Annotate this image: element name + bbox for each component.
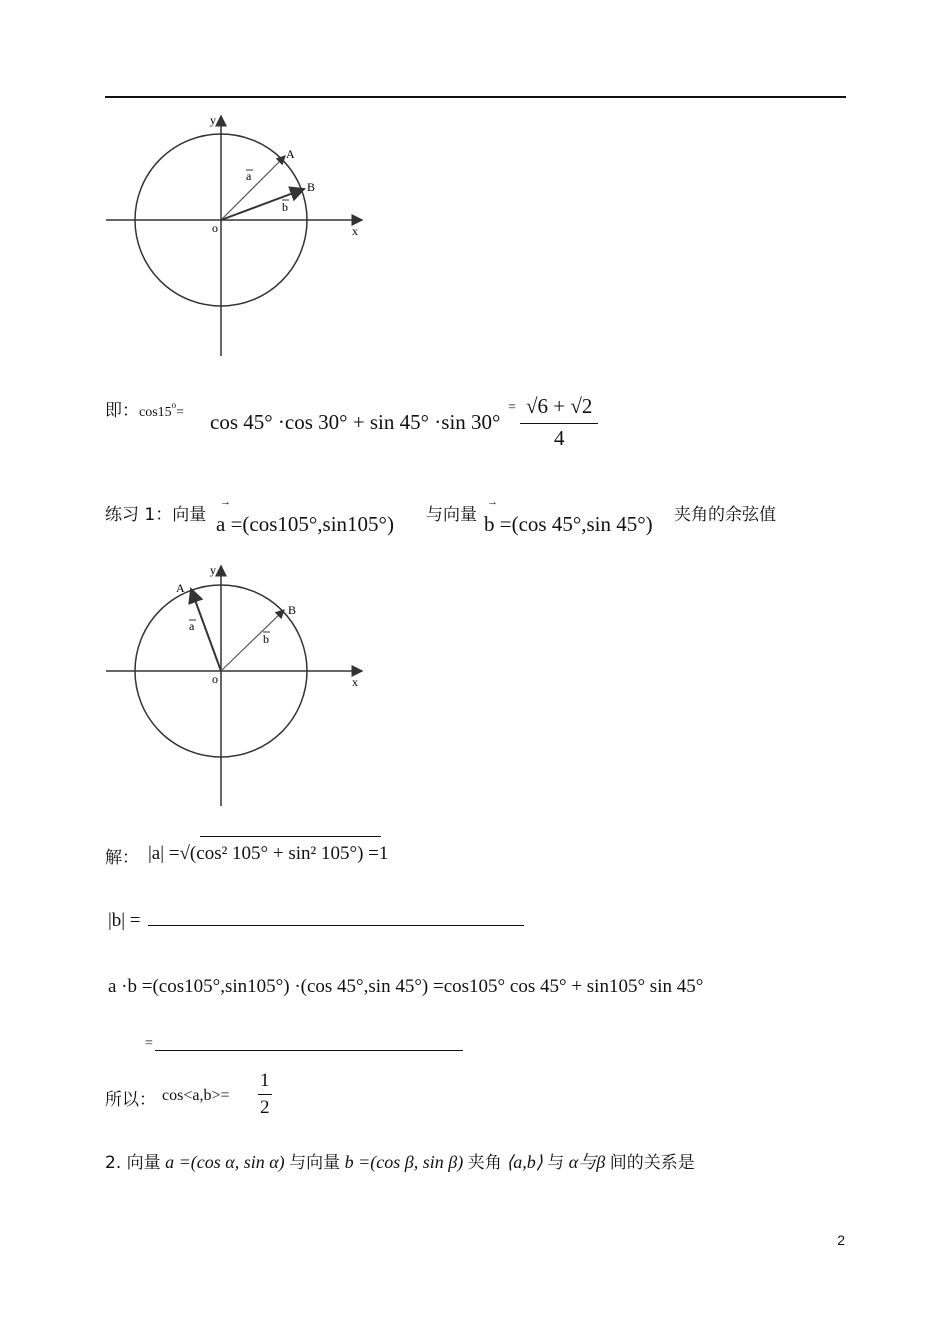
therefore-label: 所以：: [105, 1090, 156, 1110]
cos15: cos15: [139, 405, 172, 420]
vector-a-label: a: [246, 169, 252, 183]
q2-suffix: 间的关系是: [609, 1153, 695, 1173]
arrow-b: →: [487, 496, 498, 508]
result-numerator: 1: [258, 1070, 272, 1095]
vector-b-label: b: [282, 200, 288, 214]
exercise-1-suffix: 夹角的余弦值: [674, 505, 776, 525]
result-fraction: [258, 1070, 272, 1119]
arrow-a: →: [220, 496, 231, 508]
vector-b-label: b: [263, 632, 269, 646]
exercise-1-vector-b: b =(cos 45°,sin 45°): [484, 512, 653, 536]
dot-product: a ·b =(cos105°,sin105°) ·(cos 45°,sin 45°) =cos105° cos 45° + sin105° sin 45°: [108, 976, 704, 997]
identity-fraction: [520, 394, 598, 451]
modulus-a: |a| =√(cos² 105° + sin² 105°) =1: [148, 843, 389, 864]
q2-alpha-beta: α与β: [568, 1152, 606, 1172]
vector-a: [221, 156, 285, 220]
page-number: 2: [837, 1232, 845, 1248]
dot-result-equals: =: [145, 1036, 153, 1051]
exercise-1-vector-a: a =(cos105°,sin105°): [216, 512, 394, 536]
exercise-1-mid: 与向量: [426, 505, 477, 525]
fraction-numerator: √6 + √2: [520, 394, 598, 424]
question-2: [105, 1148, 695, 1174]
unit-circle-figure-2: [100, 560, 370, 810]
q2-vector-b: b =(cos β, sin β): [344, 1152, 464, 1172]
vector-a-label: a: [189, 619, 195, 633]
q2-vector-a: a =(cos α, sin α): [165, 1152, 285, 1172]
exercise-1-label: 练习 1：向量: [105, 505, 207, 525]
x-label: x: [352, 224, 358, 238]
point-a-label: A: [176, 581, 185, 595]
cos-angle-expr: cos<a,b>=: [162, 1087, 230, 1104]
result-denominator: 2: [260, 1097, 270, 1118]
equals: =: [176, 405, 185, 420]
vector-a: [191, 589, 221, 671]
x-label: x: [352, 675, 358, 689]
origin-label: o: [212, 221, 218, 235]
vector-b: [221, 189, 304, 220]
equals-2: =: [508, 400, 516, 415]
q2-angle: 夹角: [467, 1153, 502, 1173]
header-rule: [105, 96, 846, 98]
modulus-b-blank[interactable]: [148, 925, 524, 926]
y-label: y: [210, 113, 216, 127]
degree: o: [171, 400, 177, 410]
q2-with: 与: [547, 1153, 565, 1173]
q2-start: 2. 向量: [105, 1153, 161, 1173]
y-label: y: [210, 563, 216, 577]
q2-angle-expr: ⟨a,b⟩: [506, 1152, 543, 1172]
solution-label: 解：: [105, 848, 139, 868]
q2-mid: 与向量: [289, 1153, 341, 1173]
point-a-label: A: [286, 147, 295, 161]
unit-circle-figure-1: [100, 110, 370, 360]
dot-result-blank[interactable]: [155, 1050, 463, 1051]
point-b-label: B: [307, 180, 316, 194]
identity-expression: cos 45° ·cos 30° + sin 45° ·sin 30°: [210, 410, 501, 434]
vector-b: [221, 610, 284, 671]
point-b-label: B: [288, 603, 297, 617]
origin-label: o: [212, 672, 218, 686]
fraction-denominator: 4: [553, 426, 565, 450]
sqrt-overline: [200, 836, 381, 837]
identity-line: [105, 396, 184, 456]
prefix: 即：: [105, 401, 139, 421]
modulus-b: |b| =: [108, 910, 141, 931]
